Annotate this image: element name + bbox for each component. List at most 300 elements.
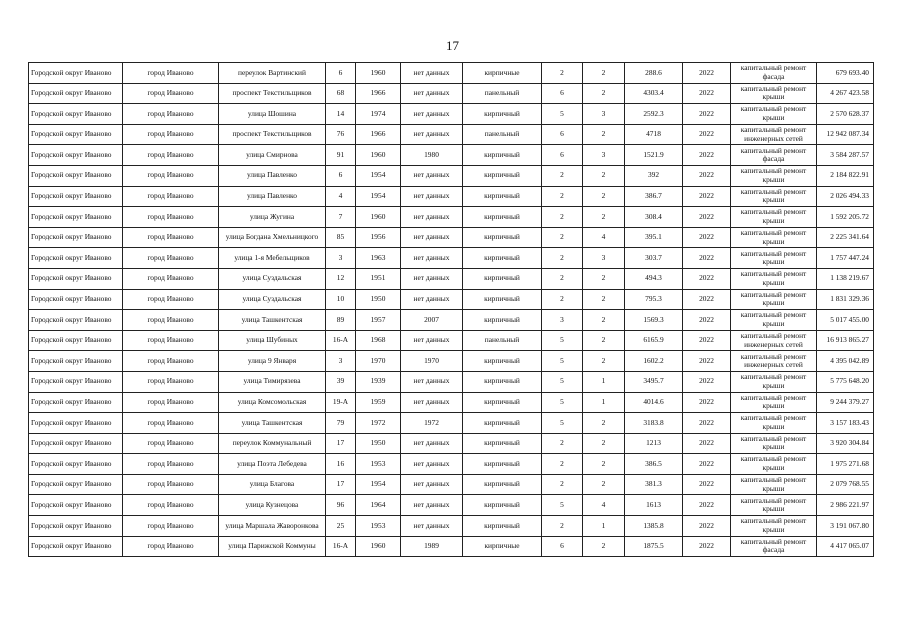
cell-house: 3 <box>326 248 356 269</box>
cell-cost: 1 757 447.24 <box>817 248 874 269</box>
cell-overhaul_year: нет данных <box>401 454 463 475</box>
table-row <box>29 207 874 228</box>
cell-entrances: 2 <box>583 413 625 434</box>
cell-district: Городской округ Иваново <box>29 186 123 207</box>
cell-floors: 2 <box>542 516 583 537</box>
cell-street: улица Богдана Хмельницкого <box>219 227 326 248</box>
cell-entrances: 2 <box>583 310 625 331</box>
cell-wall_material: кирпичный <box>463 289 542 310</box>
cell-floors: 2 <box>542 454 583 475</box>
cell-work_type: капитальный ремонт крыши <box>731 165 817 186</box>
cell-built: 1960 <box>356 63 401 84</box>
table-row <box>29 248 874 269</box>
cell-floors: 5 <box>542 104 583 125</box>
cell-district: Городской округ Иваново <box>29 248 123 269</box>
cell-city: город Иваново <box>123 371 219 392</box>
cell-city: город Иваново <box>123 495 219 516</box>
cell-work_type: капитальный ремонт крыши <box>731 186 817 207</box>
cell-street: проспект Текстильщиков <box>219 83 326 104</box>
table-row <box>29 104 874 125</box>
cell-overhaul_year: нет данных <box>401 474 463 495</box>
cell-district: Городской округ Иваново <box>29 474 123 495</box>
cell-floors: 3 <box>542 310 583 331</box>
cell-cost: 3 584 287.57 <box>817 145 874 166</box>
cell-city: город Иваново <box>123 268 219 289</box>
cell-entrances: 3 <box>583 104 625 125</box>
cell-plan_year: 2022 <box>683 413 731 434</box>
cell-wall_material: кирпичный <box>463 392 542 413</box>
cell-built: 1974 <box>356 104 401 125</box>
cell-built: 1964 <box>356 495 401 516</box>
table-row <box>29 63 874 84</box>
table-row <box>29 124 874 145</box>
cell-district: Городской округ Иваново <box>29 207 123 228</box>
cell-built: 1954 <box>356 474 401 495</box>
cell-wall_material: панельный <box>463 83 542 104</box>
cell-street: улица Маршала Жаворонкова <box>219 516 326 537</box>
cell-wall_material: кирпичный <box>463 104 542 125</box>
cell-house: 6 <box>326 165 356 186</box>
cell-city: город Иваново <box>123 474 219 495</box>
cell-wall_material: кирпичный <box>463 207 542 228</box>
cell-plan_year: 2022 <box>683 268 731 289</box>
cell-city: город Иваново <box>123 454 219 475</box>
cell-wall_material: кирпичный <box>463 433 542 454</box>
cell-overhaul_year: нет данных <box>401 104 463 125</box>
cell-area: 395.1 <box>625 227 683 248</box>
cell-street: улица Благова <box>219 474 326 495</box>
table-row <box>29 330 874 351</box>
cell-district: Городской округ Иваново <box>29 433 123 454</box>
cell-house: 19-А <box>326 392 356 413</box>
cell-district: Городской округ Иваново <box>29 536 123 557</box>
cell-entrances: 2 <box>583 289 625 310</box>
cell-built: 1950 <box>356 433 401 454</box>
cell-area: 1521.9 <box>625 145 683 166</box>
cell-house: 4 <box>326 186 356 207</box>
cell-entrances: 4 <box>583 227 625 248</box>
cell-area: 381.3 <box>625 474 683 495</box>
cell-entrances: 2 <box>583 351 625 372</box>
cell-cost: 4 417 065.07 <box>817 536 874 557</box>
cell-floors: 5 <box>542 495 583 516</box>
cell-street: улица Суздальская <box>219 289 326 310</box>
cell-house: 79 <box>326 413 356 434</box>
cell-overhaul_year: нет данных <box>401 392 463 413</box>
cell-built: 1954 <box>356 186 401 207</box>
cell-plan_year: 2022 <box>683 392 731 413</box>
cell-district: Городской округ Иваново <box>29 413 123 434</box>
cell-area: 6165.9 <box>625 330 683 351</box>
cell-cost: 9 244 379.27 <box>817 392 874 413</box>
table-row <box>29 186 874 207</box>
cell-district: Городской округ Иваново <box>29 495 123 516</box>
repair-program-table <box>28 62 874 557</box>
cell-work_type: капитальный ремонт крыши <box>731 413 817 434</box>
cell-wall_material: кирпичный <box>463 371 542 392</box>
cell-plan_year: 2022 <box>683 351 731 372</box>
cell-work_type: капитальный ремонт крыши <box>731 227 817 248</box>
cell-floors: 2 <box>542 207 583 228</box>
cell-street: улица Павленко <box>219 165 326 186</box>
cell-area: 303.7 <box>625 248 683 269</box>
cell-cost: 679 693.40 <box>817 63 874 84</box>
cell-overhaul_year: нет данных <box>401 227 463 248</box>
cell-cost: 1 975 271.68 <box>817 454 874 475</box>
cell-wall_material: кирпичный <box>463 351 542 372</box>
cell-area: 1613 <box>625 495 683 516</box>
cell-district: Городской округ Иваново <box>29 145 123 166</box>
cell-overhaul_year: нет данных <box>401 330 463 351</box>
cell-entrances: 2 <box>583 124 625 145</box>
cell-work_type: капитальный ремонт крыши <box>731 289 817 310</box>
cell-overhaul_year: 1980 <box>401 145 463 166</box>
page-number: 17 <box>446 38 459 53</box>
cell-plan_year: 2022 <box>683 516 731 537</box>
cell-wall_material: кирпичный <box>463 413 542 434</box>
cell-plan_year: 2022 <box>683 104 731 125</box>
cell-wall_material: кирпичный <box>463 227 542 248</box>
cell-district: Городской округ Иваново <box>29 124 123 145</box>
cell-city: город Иваново <box>123 516 219 537</box>
cell-overhaul_year: нет данных <box>401 516 463 537</box>
cell-district: Городской округ Иваново <box>29 454 123 475</box>
cell-built: 1939 <box>356 371 401 392</box>
cell-overhaul_year: нет данных <box>401 63 463 84</box>
table-row <box>29 371 874 392</box>
cell-work_type: капитальный ремонт крыши <box>731 83 817 104</box>
cell-built: 1966 <box>356 124 401 145</box>
cell-plan_year: 2022 <box>683 536 731 557</box>
cell-city: город Иваново <box>123 186 219 207</box>
cell-floors: 5 <box>542 351 583 372</box>
cell-city: город Иваново <box>123 104 219 125</box>
cell-district: Городской округ Иваново <box>29 371 123 392</box>
cell-area: 3495.7 <box>625 371 683 392</box>
cell-floors: 5 <box>542 392 583 413</box>
cell-entrances: 2 <box>583 268 625 289</box>
cell-city: город Иваново <box>123 351 219 372</box>
cell-area: 494.3 <box>625 268 683 289</box>
cell-plan_year: 2022 <box>683 495 731 516</box>
cell-area: 4303.4 <box>625 83 683 104</box>
cell-built: 1960 <box>356 536 401 557</box>
cell-area: 392 <box>625 165 683 186</box>
cell-city: город Иваново <box>123 145 219 166</box>
cell-house: 17 <box>326 474 356 495</box>
cell-cost: 16 913 865.27 <box>817 330 874 351</box>
cell-overhaul_year: 1989 <box>401 536 463 557</box>
cell-district: Городской округ Иваново <box>29 83 123 104</box>
cell-floors: 2 <box>542 63 583 84</box>
cell-city: город Иваново <box>123 83 219 104</box>
cell-built: 1954 <box>356 165 401 186</box>
cell-work_type: капитальный ремонт инженерных сетей <box>731 351 817 372</box>
cell-built: 1959 <box>356 392 401 413</box>
table-row <box>29 227 874 248</box>
cell-street: улица 9 Января <box>219 351 326 372</box>
cell-street: улица Шубиных <box>219 330 326 351</box>
cell-entrances: 2 <box>583 454 625 475</box>
cell-work_type: капитальный ремонт крыши <box>731 454 817 475</box>
cell-street: улица Тимирязева <box>219 371 326 392</box>
cell-plan_year: 2022 <box>683 145 731 166</box>
table-row <box>29 145 874 166</box>
cell-floors: 6 <box>542 83 583 104</box>
cell-work_type: капитальный ремонт крыши <box>731 433 817 454</box>
cell-work_type: капитальный ремонт крыши <box>731 392 817 413</box>
cell-overhaul_year: нет данных <box>401 371 463 392</box>
cell-wall_material: кирпичный <box>463 516 542 537</box>
cell-overhaul_year: 2007 <box>401 310 463 331</box>
cell-area: 386.5 <box>625 454 683 475</box>
cell-house: 17 <box>326 433 356 454</box>
table-row <box>29 516 874 537</box>
cell-area: 1213 <box>625 433 683 454</box>
cell-cost: 1 831 329.36 <box>817 289 874 310</box>
cell-street: улица Шошина <box>219 104 326 125</box>
cell-plan_year: 2022 <box>683 186 731 207</box>
table-row <box>29 310 874 331</box>
table-row <box>29 454 874 475</box>
cell-area: 1602.2 <box>625 351 683 372</box>
cell-work_type: капитальный ремонт крыши <box>731 495 817 516</box>
cell-cost: 4 395 042.89 <box>817 351 874 372</box>
cell-overhaul_year: нет данных <box>401 186 463 207</box>
cell-city: город Иваново <box>123 165 219 186</box>
cell-overhaul_year: 1972 <box>401 413 463 434</box>
cell-street: улица Кузнецова <box>219 495 326 516</box>
cell-work_type: капитальный ремонт крыши <box>731 474 817 495</box>
cell-floors: 2 <box>542 248 583 269</box>
cell-overhaul_year: нет данных <box>401 165 463 186</box>
cell-district: Городской округ Иваново <box>29 289 123 310</box>
cell-house: 6 <box>326 63 356 84</box>
cell-plan_year: 2022 <box>683 433 731 454</box>
cell-built: 1972 <box>356 413 401 434</box>
cell-cost: 3 920 304.84 <box>817 433 874 454</box>
cell-district: Городской округ Иваново <box>29 227 123 248</box>
cell-district: Городской округ Иваново <box>29 516 123 537</box>
cell-plan_year: 2022 <box>683 248 731 269</box>
cell-plan_year: 2022 <box>683 207 731 228</box>
cell-cost: 2 184 822.91 <box>817 165 874 186</box>
table-row <box>29 433 874 454</box>
cell-plan_year: 2022 <box>683 454 731 475</box>
cell-wall_material: кирпичный <box>463 268 542 289</box>
cell-cost: 3 157 183.43 <box>817 413 874 434</box>
cell-street: улица Жугина <box>219 207 326 228</box>
cell-city: город Иваново <box>123 227 219 248</box>
cell-plan_year: 2022 <box>683 63 731 84</box>
cell-work_type: капитальный ремонт инженерных сетей <box>731 124 817 145</box>
cell-work_type: капитальный ремонт фасада <box>731 536 817 557</box>
cell-street: улица Павленко <box>219 186 326 207</box>
cell-house: 96 <box>326 495 356 516</box>
table-row <box>29 83 874 104</box>
cell-built: 1963 <box>356 248 401 269</box>
cell-wall_material: панельный <box>463 330 542 351</box>
cell-street: улица Поэта Лебедева <box>219 454 326 475</box>
cell-house: 3 <box>326 351 356 372</box>
cell-work_type: капитальный ремонт фасада <box>731 145 817 166</box>
cell-cost: 3 191 067.80 <box>817 516 874 537</box>
table-body <box>29 63 874 557</box>
cell-built: 1953 <box>356 516 401 537</box>
cell-work_type: капитальный ремонт крыши <box>731 104 817 125</box>
cell-built: 1957 <box>356 310 401 331</box>
cell-area: 288.6 <box>625 63 683 84</box>
cell-overhaul_year: 1970 <box>401 351 463 372</box>
cell-cost: 1 138 219.67 <box>817 268 874 289</box>
cell-district: Городской округ Иваново <box>29 392 123 413</box>
cell-overhaul_year: нет данных <box>401 289 463 310</box>
cell-plan_year: 2022 <box>683 165 731 186</box>
cell-house: 7 <box>326 207 356 228</box>
cell-plan_year: 2022 <box>683 330 731 351</box>
cell-wall_material: кирпичный <box>463 165 542 186</box>
cell-floors: 5 <box>542 413 583 434</box>
table-row <box>29 165 874 186</box>
table-row <box>29 268 874 289</box>
cell-floors: 5 <box>542 330 583 351</box>
cell-entrances: 1 <box>583 371 625 392</box>
cell-plan_year: 2022 <box>683 474 731 495</box>
cell-city: город Иваново <box>123 433 219 454</box>
cell-entrances: 2 <box>583 186 625 207</box>
cell-house: 91 <box>326 145 356 166</box>
cell-plan_year: 2022 <box>683 310 731 331</box>
cell-work_type: капитальный ремонт крыши <box>731 371 817 392</box>
cell-street: улица Суздальская <box>219 268 326 289</box>
cell-street: улица Смирнова <box>219 145 326 166</box>
cell-area: 1875.5 <box>625 536 683 557</box>
cell-wall_material: кирпичный <box>463 145 542 166</box>
cell-area: 308.4 <box>625 207 683 228</box>
cell-entrances: 2 <box>583 165 625 186</box>
cell-work_type: капитальный ремонт крыши <box>731 268 817 289</box>
cell-built: 1953 <box>356 454 401 475</box>
cell-entrances: 2 <box>583 474 625 495</box>
cell-floors: 2 <box>542 186 583 207</box>
cell-city: город Иваново <box>123 310 219 331</box>
cell-house: 12 <box>326 268 356 289</box>
cell-city: город Иваново <box>123 248 219 269</box>
cell-built: 1956 <box>356 227 401 248</box>
cell-house: 89 <box>326 310 356 331</box>
cell-street: проспект Текстильщиков <box>219 124 326 145</box>
cell-district: Городской округ Иваново <box>29 330 123 351</box>
cell-street: улица Парижской Коммуны <box>219 536 326 557</box>
cell-overhaul_year: нет данных <box>401 495 463 516</box>
cell-wall_material: кирпичный <box>463 248 542 269</box>
table-row <box>29 495 874 516</box>
cell-wall_material: кирпичные <box>463 536 542 557</box>
cell-district: Городской округ Иваново <box>29 351 123 372</box>
cell-wall_material: кирпичный <box>463 186 542 207</box>
cell-plan_year: 2022 <box>683 83 731 104</box>
cell-street: улица Ташкентская <box>219 310 326 331</box>
cell-district: Городской округ Иваново <box>29 310 123 331</box>
cell-built: 1951 <box>356 268 401 289</box>
table-row <box>29 536 874 557</box>
cell-floors: 2 <box>542 433 583 454</box>
cell-house: 76 <box>326 124 356 145</box>
cell-plan_year: 2022 <box>683 371 731 392</box>
cell-floors: 6 <box>542 145 583 166</box>
cell-area: 1569.3 <box>625 310 683 331</box>
cell-city: город Иваново <box>123 289 219 310</box>
cell-wall_material: кирпичные <box>463 63 542 84</box>
cell-cost: 4 267 423.58 <box>817 83 874 104</box>
cell-work_type: капитальный ремонт крыши <box>731 248 817 269</box>
cell-floors: 6 <box>542 124 583 145</box>
cell-cost: 2 986 221.97 <box>817 495 874 516</box>
cell-floors: 2 <box>542 227 583 248</box>
cell-work_type: капитальный ремонт крыши <box>731 207 817 228</box>
cell-house: 16-А <box>326 536 356 557</box>
cell-wall_material: кирпичный <box>463 310 542 331</box>
cell-floors: 2 <box>542 474 583 495</box>
cell-cost: 5 017 455.00 <box>817 310 874 331</box>
table-row <box>29 289 874 310</box>
cell-entrances: 2 <box>583 433 625 454</box>
cell-city: город Иваново <box>123 413 219 434</box>
cell-built: 1968 <box>356 330 401 351</box>
cell-house: 85 <box>326 227 356 248</box>
cell-plan_year: 2022 <box>683 289 731 310</box>
cell-house: 14 <box>326 104 356 125</box>
cell-district: Городской округ Иваново <box>29 268 123 289</box>
cell-house: 25 <box>326 516 356 537</box>
cell-built: 1970 <box>356 351 401 372</box>
cell-built: 1950 <box>356 289 401 310</box>
cell-built: 1960 <box>356 145 401 166</box>
table-row <box>29 474 874 495</box>
cell-entrances: 2 <box>583 330 625 351</box>
cell-cost: 1 592 205.72 <box>817 207 874 228</box>
cell-wall_material: кирпичный <box>463 474 542 495</box>
cell-cost: 5 775 648.20 <box>817 371 874 392</box>
cell-work_type: капитальный ремонт крыши <box>731 310 817 331</box>
cell-overhaul_year: нет данных <box>401 268 463 289</box>
cell-area: 2592.3 <box>625 104 683 125</box>
cell-entrances: 3 <box>583 145 625 166</box>
cell-street: переулок Коммунальный <box>219 433 326 454</box>
cell-wall_material: кирпичный <box>463 454 542 475</box>
cell-house: 39 <box>326 371 356 392</box>
cell-entrances: 1 <box>583 516 625 537</box>
cell-cost: 2 026 494.33 <box>817 186 874 207</box>
cell-entrances: 3 <box>583 248 625 269</box>
cell-house: 16-А <box>326 330 356 351</box>
cell-area: 4014.6 <box>625 392 683 413</box>
cell-built: 1966 <box>356 83 401 104</box>
cell-built: 1960 <box>356 207 401 228</box>
cell-cost: 2 225 341.64 <box>817 227 874 248</box>
cell-district: Городской округ Иваново <box>29 104 123 125</box>
table-row <box>29 351 874 372</box>
cell-overhaul_year: нет данных <box>401 124 463 145</box>
cell-work_type: капитальный ремонт инженерных сетей <box>731 330 817 351</box>
cell-overhaul_year: нет данных <box>401 207 463 228</box>
cell-overhaul_year: нет данных <box>401 83 463 104</box>
cell-district: Городской округ Иваново <box>29 63 123 84</box>
cell-city: город Иваново <box>123 63 219 84</box>
cell-district: Городской округ Иваново <box>29 165 123 186</box>
cell-entrances: 2 <box>583 83 625 104</box>
cell-cost: 12 942 087.34 <box>817 124 874 145</box>
